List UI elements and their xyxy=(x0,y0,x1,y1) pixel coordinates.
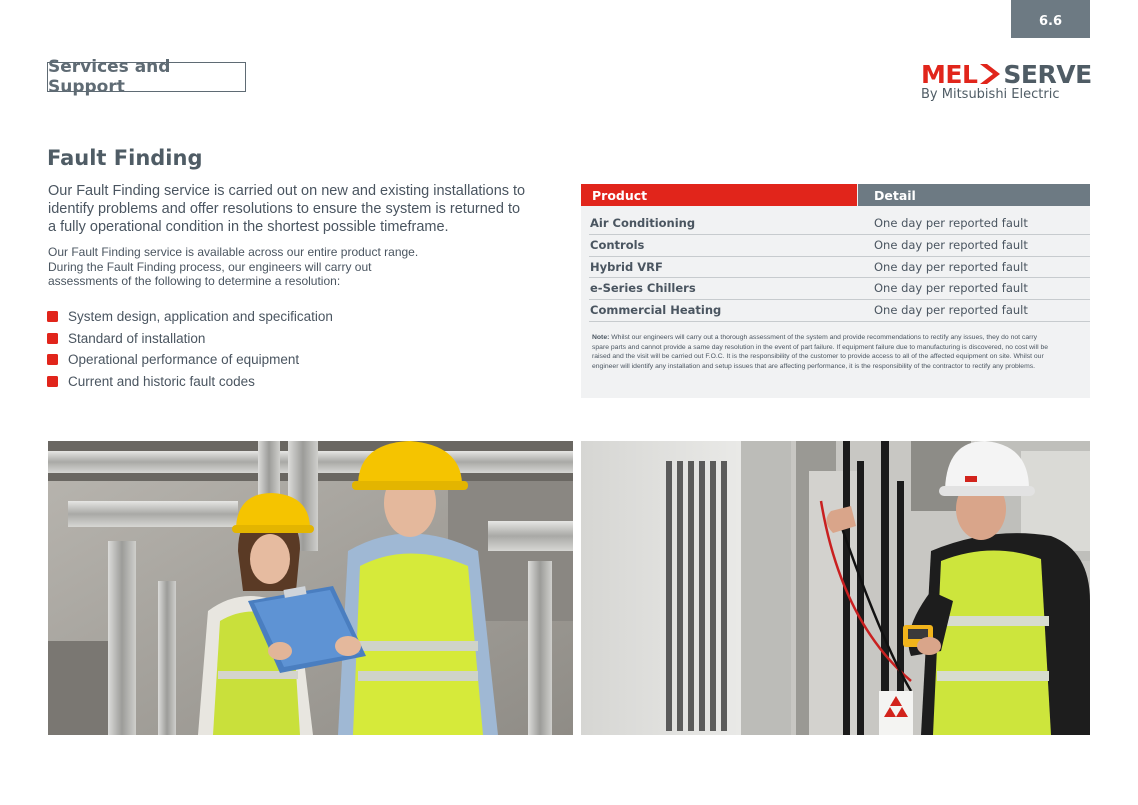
assessment-list xyxy=(47,306,333,392)
cell-detail: One day per reported fault xyxy=(874,237,1028,252)
note-text: Whilst our engineers will carry out a thorough assessment of the system and provide recommendations to rectify any issues, they do not carry spare parts and cannot provide a same day resolution in the event of part failure. If equipment failure due to manufacturing is discovered, no cost will be raised and the visit will be carried out F.O.C. It is the responsibility of the customer to provide access to all of the affected equipment on site. Whilst our engineer will identify any installation and setup issues that are affecting performance, it is the responsibility of the contractor to rectify any problems. xyxy=(592,334,1049,370)
cell-detail: One day per reported fault xyxy=(874,215,1028,230)
cell-product: Commercial Heating xyxy=(590,302,722,317)
logo-serve-text: SERVE xyxy=(1003,59,1092,89)
service-table xyxy=(581,184,1090,398)
bullet-square-icon xyxy=(47,354,58,365)
list-item xyxy=(47,371,333,393)
list-item xyxy=(47,306,333,328)
list-item xyxy=(47,349,333,371)
table-row xyxy=(581,212,1090,234)
page-number-tab xyxy=(1011,0,1090,38)
cell-product: Controls xyxy=(590,237,645,252)
bullet-square-icon xyxy=(47,333,58,344)
list-item xyxy=(47,328,333,350)
cell-detail: One day per reported fault xyxy=(874,259,1028,274)
list-item-text: System design, application and specification xyxy=(68,309,333,325)
cell-detail: One day per reported fault xyxy=(874,302,1028,317)
logo-mel-text: MEL xyxy=(921,59,978,89)
table-row xyxy=(581,256,1090,278)
engineer-testing-unit-photo xyxy=(581,441,1090,735)
logo-subtitle: By Mitsubishi Electric xyxy=(921,87,1060,102)
list-item-text: Current and historic fault codes xyxy=(68,373,255,389)
section-label: Services and Support xyxy=(47,62,246,92)
body-paragraph: Our Fault Finding service is available across our entire product range. During the Fault Finding process, our engineers will carry out assessments of the following to determine a resolution: xyxy=(48,245,419,288)
mel-serve-logo xyxy=(921,60,1091,105)
row-divider xyxy=(589,321,1090,322)
bullet-square-icon xyxy=(47,311,58,322)
cell-product: Hybrid VRF xyxy=(590,259,663,274)
bullet-square-icon xyxy=(47,376,58,387)
table-header-detail: Detail xyxy=(858,184,1090,206)
cell-product: e-Series Chillers xyxy=(590,280,696,295)
logo-chevron-icon xyxy=(978,62,1002,86)
table-note xyxy=(592,333,1052,371)
engineers-with-clipboard-photo xyxy=(48,441,573,735)
table-row xyxy=(581,299,1090,321)
note-label: Note: xyxy=(592,334,610,341)
page-number: 6.6 xyxy=(1038,13,1063,29)
list-item-text: Operational performance of equipment xyxy=(68,352,300,368)
page-title: Fault Finding xyxy=(47,146,203,170)
table-row xyxy=(581,234,1090,256)
lead-paragraph: Our Fault Finding service is carried out on new and existing installations to identify problems and offer resolutions to ensure the system is returned to a fully operational condition in the shortest possible timeframe. xyxy=(48,183,526,235)
cell-detail: One day per reported fault xyxy=(874,280,1028,295)
table-row xyxy=(581,277,1090,299)
table-header-product: Product xyxy=(581,184,857,206)
list-item-text: Standard of installation xyxy=(68,330,206,346)
cell-product: Air Conditioning xyxy=(590,215,696,230)
